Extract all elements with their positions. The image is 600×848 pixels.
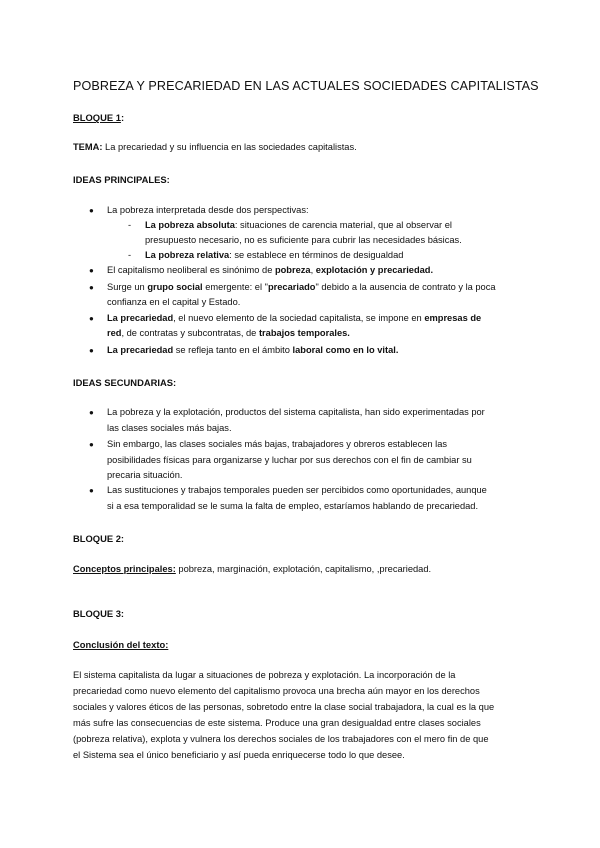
bloque1-heading: BLOQUE 1: bbox=[73, 112, 125, 123]
list-item-continuation: las clases sociales más bajas. bbox=[107, 423, 232, 433]
list-subitem: La pobreza relativa: se establece en términos de desigualdad bbox=[145, 250, 404, 260]
list-subitem-continuation: presupuesto necesario, no es suficiente para cubrir las necesidades básicas. bbox=[145, 235, 462, 245]
conclusion-paragraph-line: precariedad como nuevo elemento del capitalismo provoca una brecha aún mayor en los derechos bbox=[73, 686, 480, 696]
dash-icon: - bbox=[128, 250, 132, 260]
conceptos-line: Conceptos principales: pobreza, marginación, explotación, capitalismo, ,precariedad. bbox=[73, 564, 432, 574]
dash-icon: - bbox=[128, 220, 132, 230]
conclusion-paragraph-line: más sufre las consecuencias de este sistema. Produce una gran desigualdad entre clases sociales bbox=[73, 718, 481, 728]
bullet-icon: ● bbox=[89, 440, 94, 449]
list-item: El capitalismo neoliberal es sinónimo de pobreza, explotación y precariedad. bbox=[107, 265, 434, 275]
list-subitem: La pobreza absoluta: situaciones de carencia material, que al observar el bbox=[145, 220, 452, 230]
ideas-principales-heading: IDEAS PRINCIPALES: bbox=[73, 174, 170, 185]
list-item: La pobreza y la explotación, productos del sistema capitalista, han sido experimentadas por bbox=[107, 407, 485, 417]
list-item: La precariedad, el nuevo elemento de la sociedad capitalista, se impone en empresas de bbox=[107, 313, 482, 323]
bloque3-heading: BLOQUE 3: bbox=[73, 608, 125, 619]
document-title: POBREZA Y PRECARIEDAD EN LAS ACTUALES SOCIEDADES CAPITALISTAS bbox=[73, 79, 539, 93]
conclusion-heading: Conclusión del texto: bbox=[73, 639, 169, 650]
list-item-continuation: red, de contratas y subcontratas, de trabajos temporales. bbox=[107, 328, 350, 338]
bullet-icon: ● bbox=[89, 486, 94, 495]
bullet-icon: ● bbox=[89, 346, 94, 355]
list-item-continuation: posibilidades físicas para organizarse y luchar por sus derechos con el fin de cambiar su bbox=[107, 455, 472, 465]
conclusion-paragraph-line: (pobreza relativa), explota y vulnera los derechos sociales de los trabajadores con el mero fin de que bbox=[73, 734, 489, 744]
list-item: La pobreza interpretada desde dos perspectivas: bbox=[107, 205, 309, 215]
list-item-continuation: si a esa temporalidad se le suma la falta de empleo, estaríamos hablando de precariedad. bbox=[107, 501, 479, 511]
list-item: La precariedad se refleja tanto en el ámbito laboral como en lo vital. bbox=[107, 345, 399, 355]
bullet-icon: ● bbox=[89, 206, 94, 215]
bullet-icon: ● bbox=[89, 266, 94, 275]
list-item: Surge un grupo social emergente: el "precariado" debido a la ausencia de contrato y la poca bbox=[107, 282, 496, 292]
bullet-icon: ● bbox=[89, 408, 94, 417]
bullet-icon: ● bbox=[89, 314, 94, 323]
list-item: Sin embargo, las clases sociales más bajas, trabajadores y obreros establecen las bbox=[107, 439, 448, 449]
conclusion-paragraph-line: El sistema capitalista da lugar a situaciones de pobreza y explotación. La incorporación de la bbox=[73, 670, 456, 680]
bullet-icon: ● bbox=[89, 283, 94, 292]
tema-line: TEMA: La precariedad y su influencia en las sociedades capitalistas. bbox=[73, 142, 357, 152]
list-item-continuation: confianza en el capital y Estado. bbox=[107, 297, 241, 307]
list-item-continuation: precaria situación. bbox=[107, 470, 183, 480]
ideas-secundarias-heading: IDEAS SECUNDARIAS: bbox=[73, 377, 177, 388]
conclusion-paragraph-line: el Sistema sea el único beneficiario y así pueda enriquecerse todo lo que desee. bbox=[73, 750, 405, 760]
list-item: Las sustituciones y trabajos temporales pueden ser percibidos como oportunidades, aunque bbox=[107, 485, 487, 495]
conclusion-paragraph-line: sociales y valores éticos de las personas, sobretodo entre la clase social trabajadora, la cual es la que bbox=[73, 702, 495, 712]
bloque2-heading: BLOQUE 2: bbox=[73, 533, 125, 544]
